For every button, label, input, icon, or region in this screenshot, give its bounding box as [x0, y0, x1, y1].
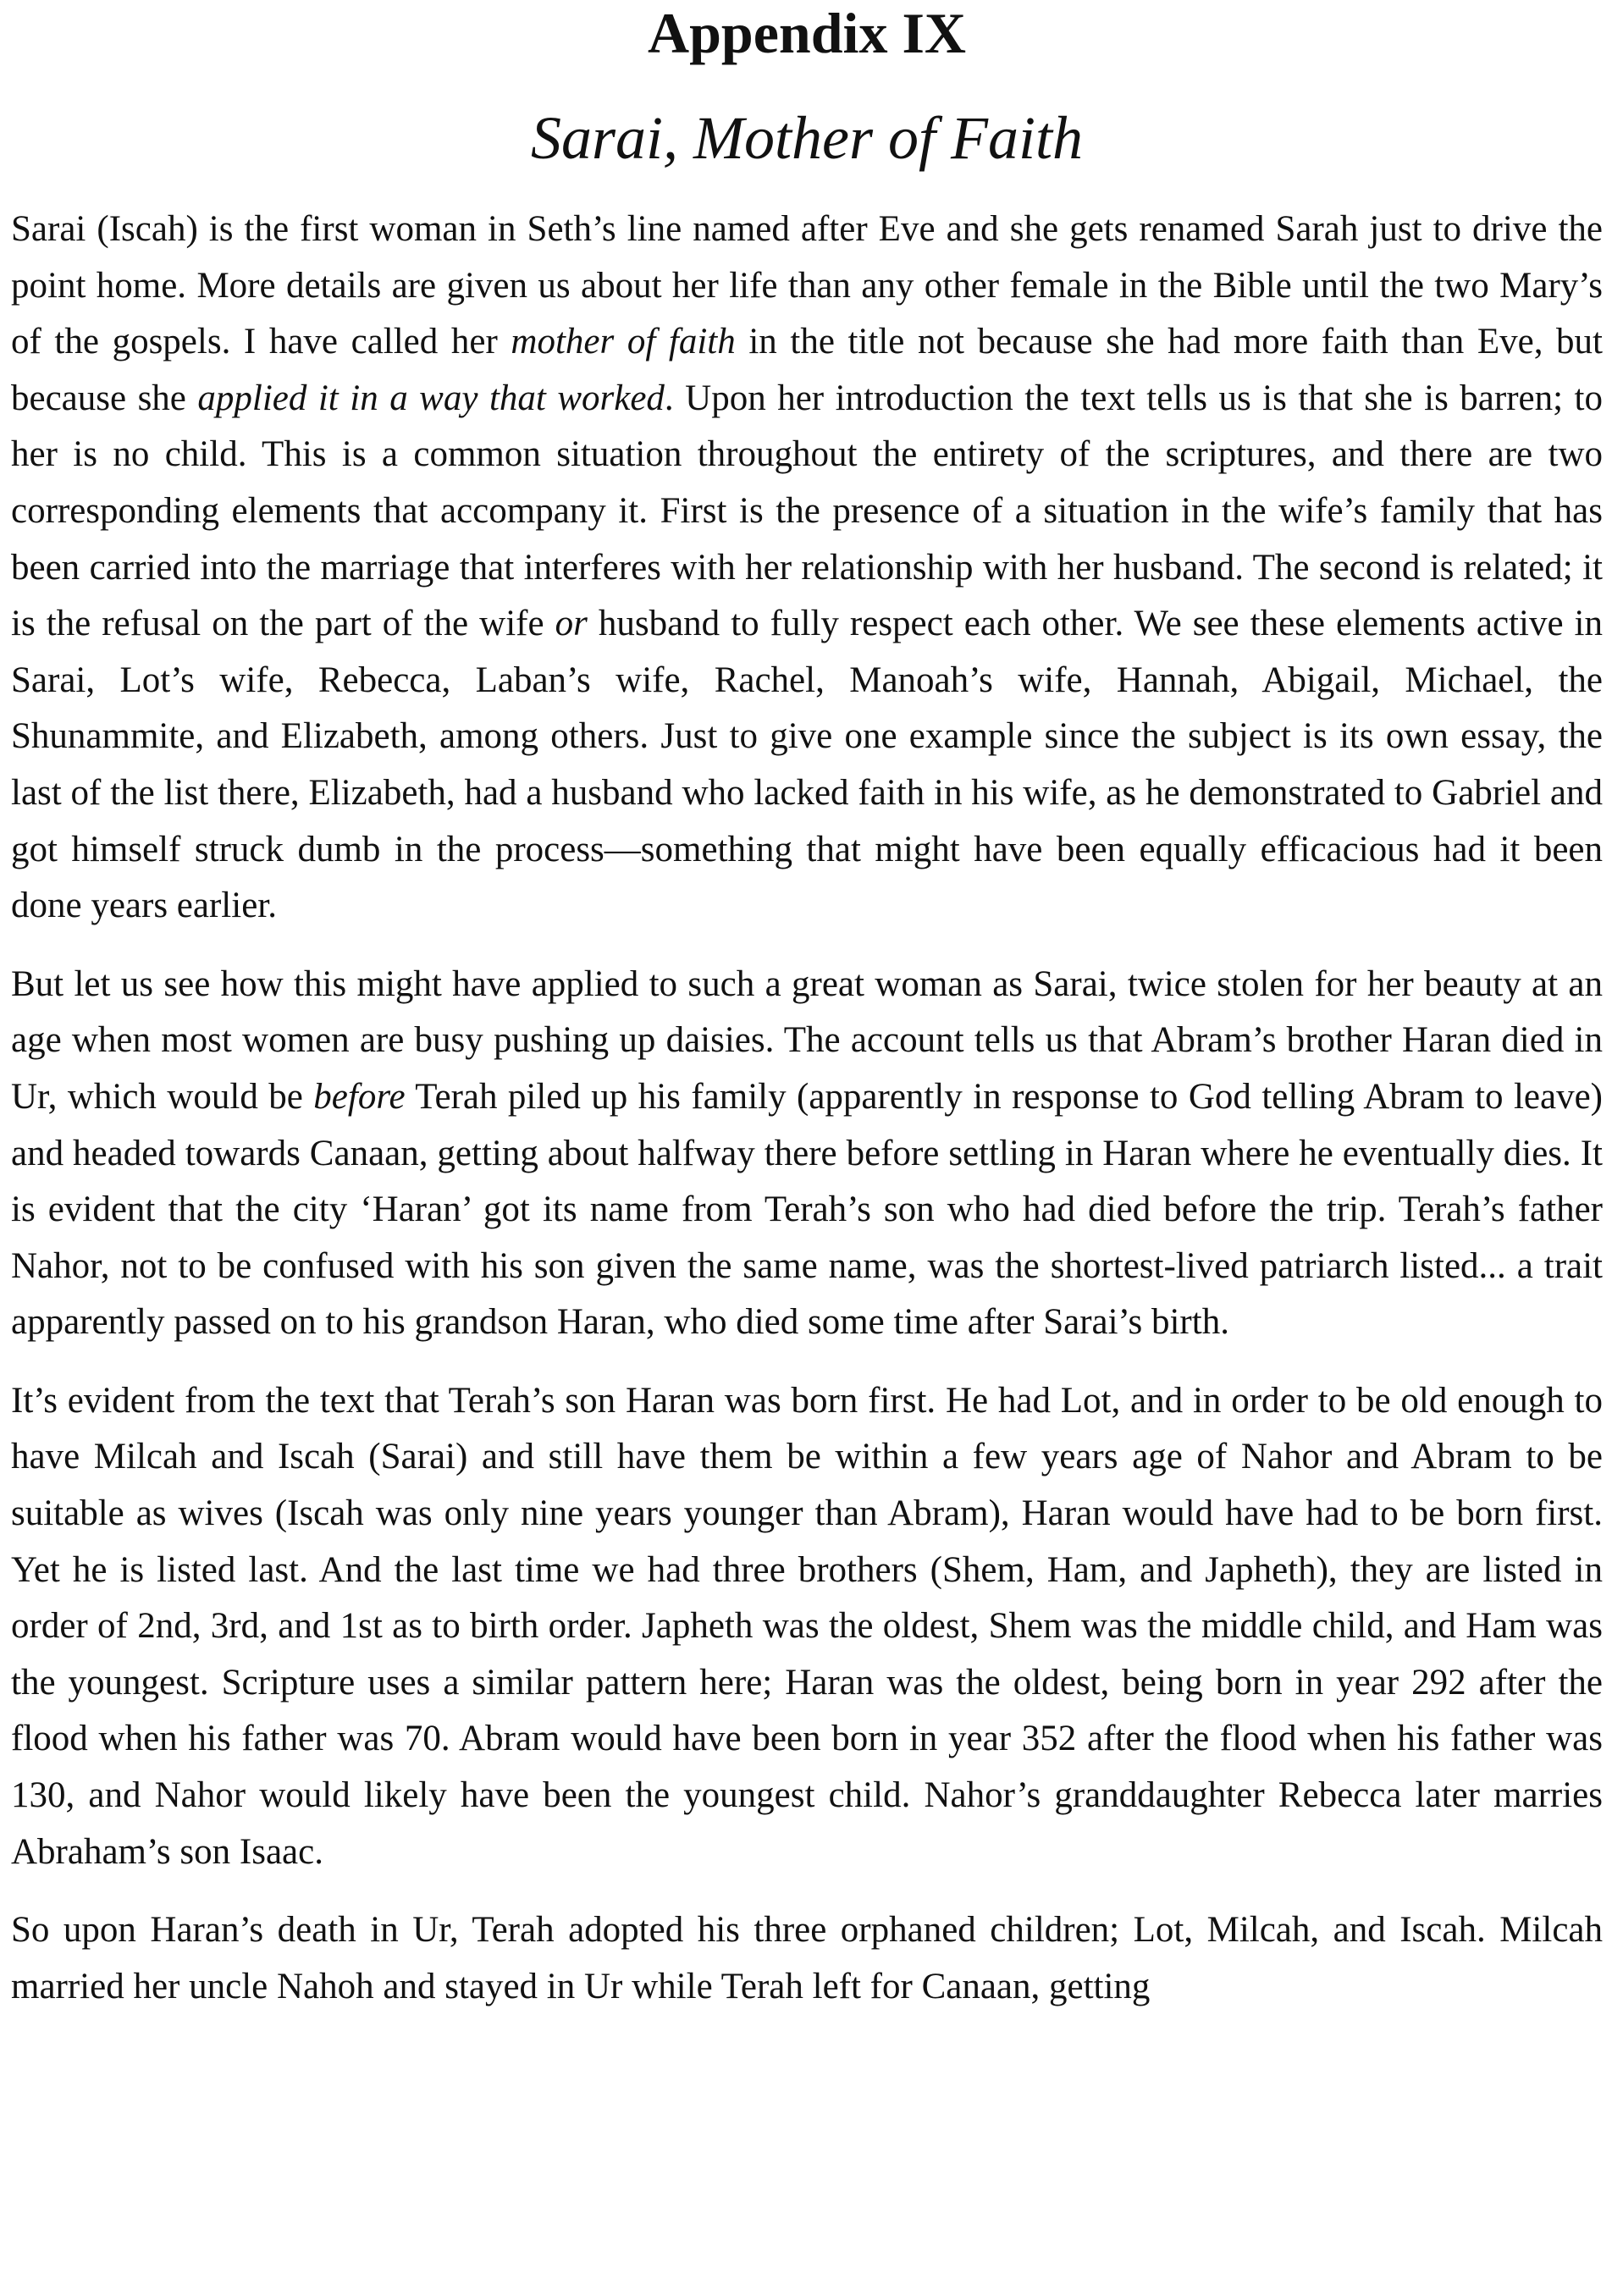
page-subtitle: Sarai, Mother of Faith [531, 104, 1083, 172]
paragraph-1 [11, 201, 1603, 935]
text-run: So upon Haran’s death in Ur, Terah adopted his three orphaned children; Lot, Milcah, and Iscah. Milcah married her uncle Nahoh and stayed in Ur while Terah left for Canaan, getting [11, 1910, 1603, 2006]
document-page [11, 0, 1603, 2037]
body-text [11, 201, 1603, 2015]
text-run: But let us see how this might have applied to such a great woman as Sarai, twice stolen for her beauty at an age when most women are busy pushing up daisies. The account tells us that Abram’s brother Haran died in Ur, which would be [11, 963, 1603, 1117]
italic-run: before [313, 1076, 406, 1117]
paragraph-4 [11, 1902, 1603, 2015]
text-run: in the title not because she had more faith than Eve, but because she [11, 322, 1603, 418]
text-run: Terah piled up his family (apparently in response to God telling Abram to leave) and headed towards Canaan, getting about halfway there before settling in Haran where he eventually dies. It is evident that the city ‘Haran’ got its name from Terah’s son who had died before the trip. Terah’s father Nahor, not to be confused with his son given the same name, was the shortest-lived patriarch listed... a trait apparently passed on to his grandson Haran, who died some time after Sarai’s birth. [11, 1076, 1604, 1343]
text-run: . Upon her introduction the text tells us is that she is barren; to her is no child. This is a common situation throughout the entirety of the scriptures, and there are two corresponding elements that accompany it. First is the presence of a situation in the wife’s family that has been carried into the marriage that interferes with her relationship with her husband. The second is related; it is the refusal on the part of the wife [11, 378, 1603, 644]
paragraph-3 [11, 1373, 1603, 1880]
text-run: It’s evident from the text that Terah’s son Haran was born first. He had Lot, and in order to be old enough to have Milcah and Iscah (Sarai) and still have them be within a few years age of Nahor and Abram to be suitable as wives (Iscah was only nine years younger than Abram), Haran would have had to be born first. Yet he is listed last. And the last time we had three brothers (Shem, Ham, and Japheth), they are listed in order of 2nd, 3rd, and 1st as to birth order. Japheth was the oldest, Shem was the middle child, and Ham was the youngest. Scripture uses a similar pattern here; Haran was the oldest, being born in year 292 after the flood when his father was 70. Abram would have been born in year 352 after the flood when his father was 130, and Nahor would likely have been the youngest child. Nahor’s granddaughter Rebecca later marries Abraham’s son Isaac. [11, 1380, 1603, 1872]
page-title: Appendix IX [647, 1, 967, 65]
italic-run: mother of faith [511, 322, 736, 362]
italic-run: applied it in a way that worked [197, 378, 665, 418]
italic-run: or [555, 604, 588, 644]
text-run: Sarai (Iscah) is the first woman in Seth’s line named after Eve and she gets renamed Sarah just to drive the point home. More details are given us about her life than any other female in the Bible until the two Mary’s of the gospels. I have called her [11, 209, 1603, 362]
paragraph-2 [11, 957, 1603, 1351]
text-run: husband to fully respect each other. We see these elements active in Sarai, Lot’s wife, Rebecca, Laban’s wife, Rachel, Manoah’s wife, Hannah, Abigail, Michael, the Shunammite, and Elizabeth, among others. Just to give one example since the subject is its own essay, the last of the list there, Elizabeth, had a husband who lacked faith in his wife, as he demonstrated to Gabriel and got himself struck dumb in the process—something that might have been equally efficacious had it been done years earlier. [11, 604, 1604, 926]
